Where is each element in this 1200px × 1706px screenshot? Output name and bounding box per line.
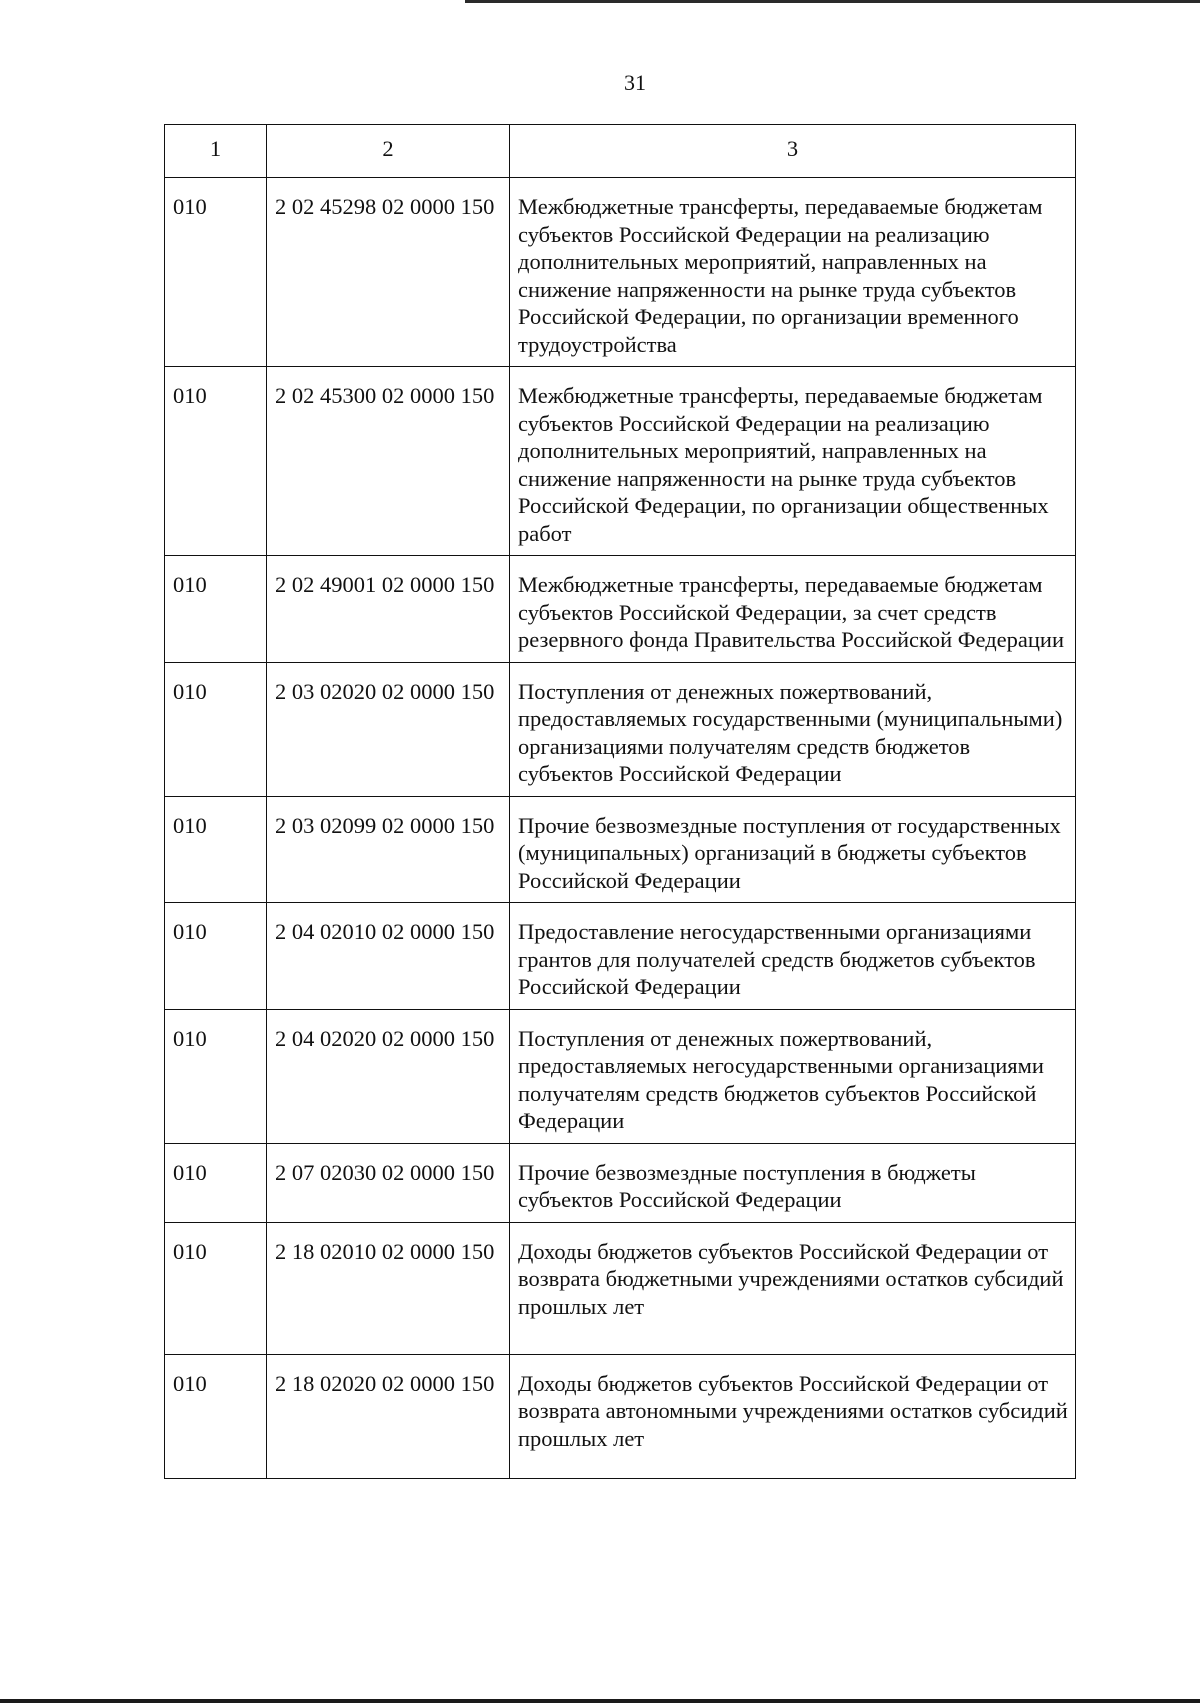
scan-edge-top — [465, 0, 1200, 3]
table-row — [165, 903, 1076, 1010]
table-row — [165, 1222, 1076, 1354]
scan-edge-bottom — [0, 1699, 1200, 1703]
budget-code-cell: 2 07 02030 02 0000 150 — [267, 1143, 510, 1222]
budget-code-cell: 2 18 02010 02 0000 150 — [267, 1222, 510, 1354]
admin-code-cell: 010 — [165, 796, 267, 903]
admin-code-cell: 010 — [165, 1222, 267, 1354]
table-row — [165, 367, 1076, 556]
admin-code-cell: 010 — [165, 178, 267, 367]
description-cell: Доходы бюджетов субъектов Российской Федерации от возврата автономными учреждениями остатков субсидий прошлых лет — [510, 1354, 1076, 1478]
budget-code-cell: 2 02 45300 02 0000 150 — [267, 367, 510, 556]
budget-code-cell: 2 03 02099 02 0000 150 — [267, 796, 510, 903]
table-header-row — [165, 125, 1076, 178]
budget-code-cell: 2 02 49001 02 0000 150 — [267, 556, 510, 663]
budget-code-cell: 2 02 45298 02 0000 150 — [267, 178, 510, 367]
admin-code-cell: 010 — [165, 1009, 267, 1143]
revenue-codes-table — [164, 124, 1076, 1479]
description-cell: Межбюджетные трансферты, передаваемые бюджетам субъектов Российской Федерации на реализацию дополнительных мероприятий, направленных на снижение напряженности на рынке труда субъектов Российской Федерации, по организации временного трудоустройства — [510, 178, 1076, 367]
table-row — [165, 662, 1076, 796]
header-col-1: 1 — [165, 125, 267, 178]
table-row — [165, 556, 1076, 663]
description-cell: Доходы бюджетов субъектов Российской Федерации от возврата бюджетными учреждениями остатков субсидий прошлых лет — [510, 1222, 1076, 1354]
description-cell: Межбюджетные трансферты, передаваемые бюджетам субъектов Российской Федерации, за счет средств резервного фонда Правительства Российской Федерации — [510, 556, 1076, 663]
description-cell: Прочие безвозмездные поступления в бюджеты субъектов Российской Федерации — [510, 1143, 1076, 1222]
header-col-3: 3 — [510, 125, 1076, 178]
description-cell: Поступления от денежных пожертвований, предоставляемых негосударственными организациями получателям средств бюджетов субъектов Российской Федерации — [510, 1009, 1076, 1143]
description-cell: Поступления от денежных пожертвований, предоставляемых государственными (муниципальными) организациями получателям средств бюджетов субъектов Российской Федерации — [510, 662, 1076, 796]
budget-code-cell: 2 18 02020 02 0000 150 — [267, 1354, 510, 1478]
table-row — [165, 1354, 1076, 1478]
page-number: 31 — [624, 70, 646, 95]
admin-code-cell: 010 — [165, 367, 267, 556]
header-col-2: 2 — [267, 125, 510, 178]
admin-code-cell: 010 — [165, 1354, 267, 1478]
table-row — [165, 178, 1076, 367]
table-row — [165, 1009, 1076, 1143]
table-row — [165, 796, 1076, 903]
budget-code-cell: 2 03 02020 02 0000 150 — [267, 662, 510, 796]
description-cell: Межбюджетные трансферты, передаваемые бюджетам субъектов Российской Федерации на реализацию дополнительных мероприятий, направленных на снижение напряженности на рынке труда субъектов Российской Федерации, по организации общественных работ — [510, 367, 1076, 556]
admin-code-cell: 010 — [165, 662, 267, 796]
admin-code-cell: 010 — [165, 1143, 267, 1222]
admin-code-cell: 010 — [165, 903, 267, 1010]
description-cell: Прочие безвозмездные поступления от государственных (муниципальных) организаций в бюджеты субъектов Российской Федерации — [510, 796, 1076, 903]
budget-code-cell: 2 04 02020 02 0000 150 — [267, 1009, 510, 1143]
admin-code-cell: 010 — [165, 556, 267, 663]
description-cell: Предоставление негосударственными организациями грантов для получателей средств бюджетов субъектов Российской Федерации — [510, 903, 1076, 1010]
table-row — [165, 1143, 1076, 1222]
budget-code-cell: 2 04 02010 02 0000 150 — [267, 903, 510, 1010]
